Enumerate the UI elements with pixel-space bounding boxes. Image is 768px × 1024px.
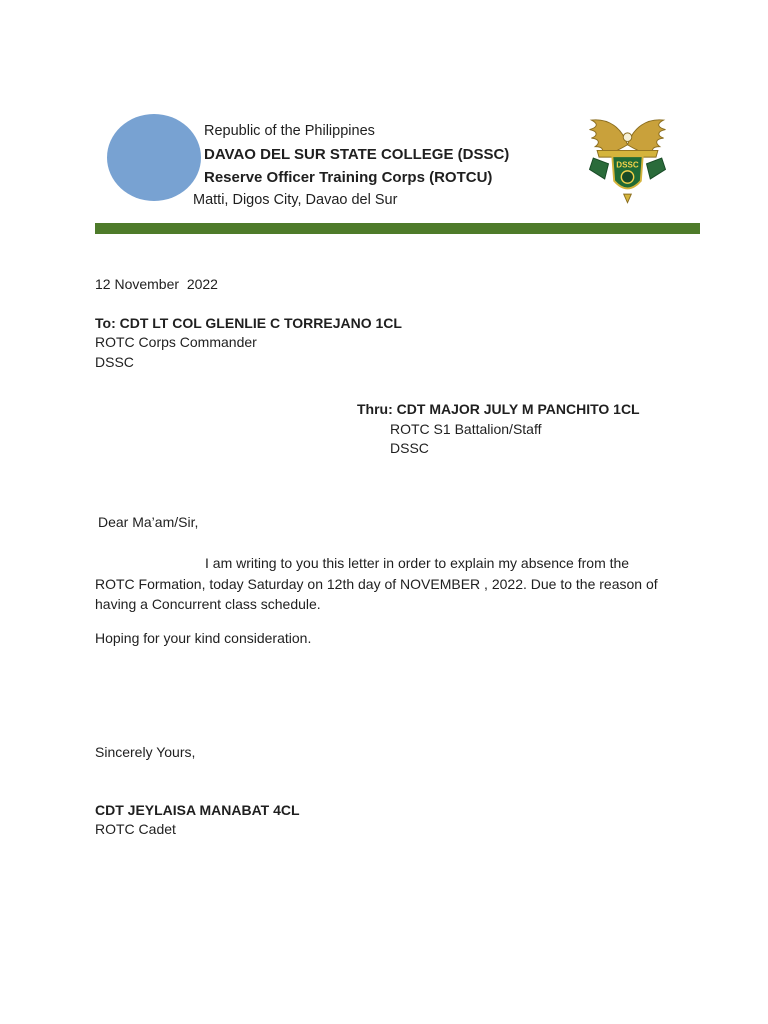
letterhead-line-college: DAVAO DEL SUR STATE COLLEGE (DSSC) [204, 146, 510, 163]
letterhead-line-rotc: Reserve Officer Training Corps (ROTCU) [204, 169, 493, 186]
salutation: Dear Ma’am/Sir, [98, 513, 199, 530]
closing-line: Hoping for your kind consideration. [95, 629, 312, 646]
thru-recipient-title: ROTC S1 Battalion/Staff [390, 420, 542, 437]
thru-recipient-name: Thru: CDT MAJOR JULY M PANCHITO 1CL [357, 401, 640, 417]
letterhead-line-address: Matti, Digos City, Davao del Sur [193, 192, 398, 208]
rotc-eagle-emblem-icon [580, 110, 675, 208]
signoff: Sincerely Yours, [95, 744, 196, 760]
letter-date: 12 November 2022 [95, 276, 218, 292]
to-recipient-org: DSSC [95, 353, 134, 370]
body-paragraph: I am writing to you this letter in order to explain my absence from the ROTC Formation, today Saturday on 12th day of NOVEMBER , 2022. Due to the reason of having a Concurrent class schedule. [95, 555, 658, 612]
letterhead-line-republic: Republic of the Philippines [204, 123, 375, 139]
letterhead [193, 120, 574, 212]
college-logo [107, 114, 201, 201]
to-recipient-name: To: CDT LT COL GLENLIE C TORREJANO 1CL [95, 314, 402, 331]
signature-name: CDT JEYLAISA MANABAT 4CL [95, 801, 300, 818]
emblem-dssc-label: DSSC [616, 160, 639, 170]
to-block [95, 314, 660, 373]
thru-block [357, 400, 660, 459]
letter-body [95, 275, 660, 840]
thru-recipient-org: DSSC [390, 440, 429, 456]
to-recipient-title: ROTC Corps Commander [95, 334, 257, 350]
signature-title: ROTC Cadet [95, 821, 176, 837]
header-divider [95, 223, 700, 234]
